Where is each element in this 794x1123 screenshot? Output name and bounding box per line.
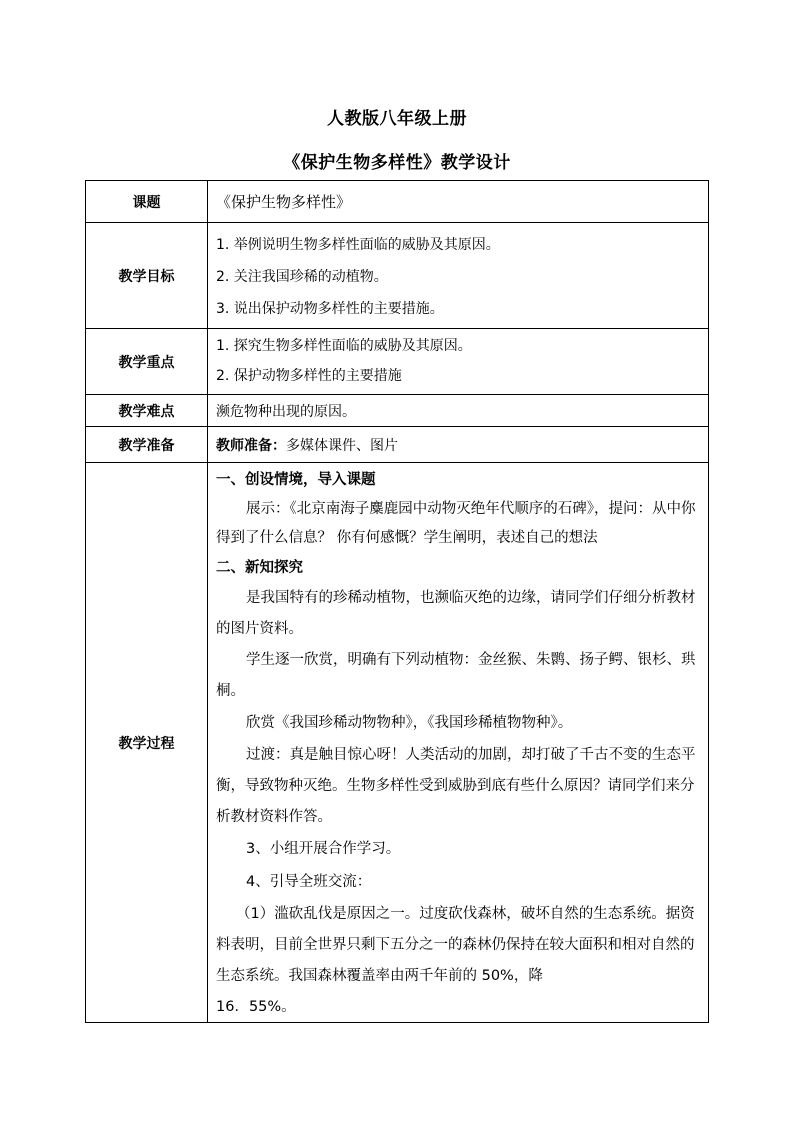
- value-topic: 《保护生物多样性》: [208, 181, 709, 223]
- document-title: 人教版八年级上册: [327, 109, 467, 129]
- value-difficulties: 濒危物种出现的原因。: [208, 395, 709, 427]
- process-paragraph: 欣赏《我国珍稀动物物种》，《我国珍稀植物物种》。: [246, 715, 573, 731]
- value-objectives: [208, 223, 709, 329]
- objective-item: 2. 关注我国珍稀的动植物。: [216, 269, 388, 285]
- label-topic: 课题: [86, 181, 208, 223]
- lesson-plan-table: [85, 180, 709, 1023]
- section2-heading: 二、新知探究: [216, 560, 303, 576]
- process-paragraph: 学生逐一欣赏，明确有下列动植物：金丝猴、朱鹮、扬子鳄、银杉、珙桐。: [216, 652, 696, 699]
- value-key-points: [208, 329, 709, 395]
- process-paragraph: 过渡：真是触目惊心呀！人类活动的加剧，却打破了千古不变的生态平衡，导致物种灭绝。生物多样性受到威胁到底有些什么原因？请同学们来分析教材资料作答。: [216, 747, 696, 825]
- value-preparation: [208, 427, 709, 463]
- objective-item: 1. 举例说明生物多样性面临的威胁及其原因。: [216, 237, 500, 253]
- label-difficulties: 教学难点: [86, 395, 208, 427]
- row-process: [86, 463, 709, 1023]
- row-difficulties: [86, 395, 709, 427]
- process-paragraph: 3、小组开展合作学习。: [246, 841, 401, 857]
- label-preparation: 教学准备: [86, 427, 208, 463]
- label-key-points: 教学重点: [86, 329, 208, 395]
- preparation-value: 多媒体课件、图片: [286, 437, 398, 454]
- label-objectives: 教学目标: [86, 223, 208, 329]
- document-subtitle: 《保护生物多样性》教学设计: [283, 153, 511, 173]
- preparation-bold-label: 教师准备：: [216, 437, 286, 454]
- process-paragraph: 16．55%。: [216, 999, 296, 1015]
- process-paragraph: 4、引导全班交流：: [246, 874, 372, 890]
- section1-paragraph: 展示：《北京南海子麋鹿园中动物灭绝年代顺序的石碑》，提问：从中你得到了什么信息？ 你有何感慨？学生阐明，表述自己的想法: [216, 501, 696, 546]
- row-preparation: [86, 427, 709, 463]
- section1-heading: 一、创设情境，导入课题: [216, 472, 376, 488]
- row-objectives: [86, 223, 709, 329]
- process-paragraph: （1）滥砍乱伐是原因之一。过度砍伐森林，破坏自然的生态系统。据资料表明，目前全世界只剩下五分之一的森林仍保持在较大面积和相对自然的生态系统。我国森林覆盖率由两千年前的 50%，降: [216, 906, 695, 984]
- row-topic: [86, 181, 709, 223]
- objective-item: 3. 说出保护动物多样性的主要措施。: [216, 301, 444, 317]
- row-key-points: [86, 329, 709, 395]
- value-process: [208, 463, 709, 1023]
- key-point-item: 2. 保护动物多样性的主要措施: [216, 368, 402, 384]
- process-paragraph: 是我国特有的珍稀动植物，也濒临灭绝的边缘，请同学们仔细分析教材的图片资料。: [216, 590, 696, 637]
- key-point-item: 1. 探究生物多样性面临的威胁及其原因。: [216, 338, 472, 354]
- label-process: 教学过程: [86, 463, 208, 1023]
